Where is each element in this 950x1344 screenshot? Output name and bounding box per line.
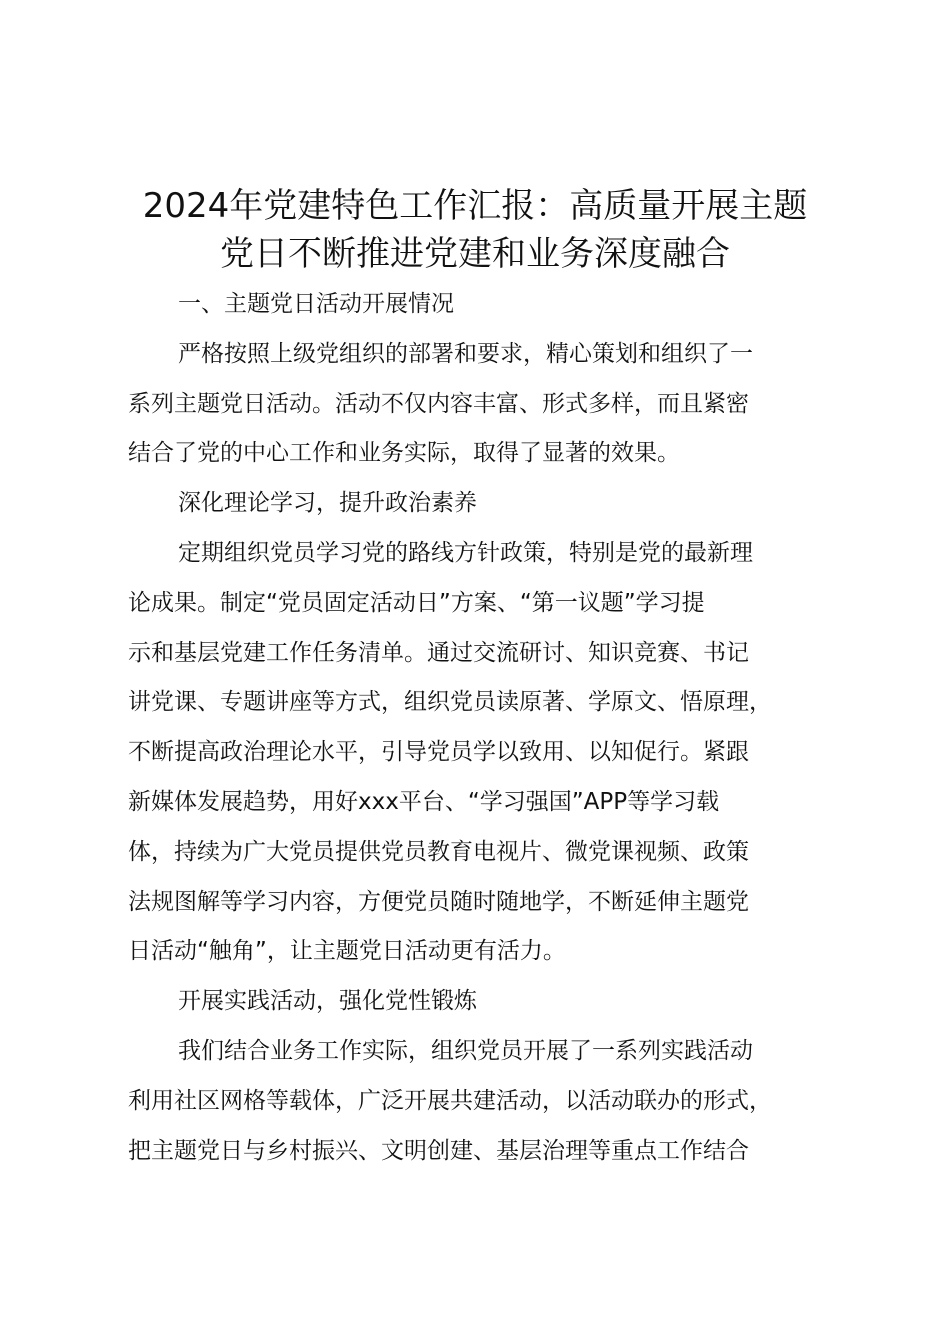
section-heading: 一、主题党日活动开展情况 <box>178 291 454 317</box>
paragraph-2-line: 定期组织党员学习党的路线方针政策，特别是党的最新理 <box>178 539 753 566</box>
paragraph-3-line: 把主题党日与乡村振兴、文明创建、基层治理等重点工作结合 <box>128 1137 749 1164</box>
paragraph-1-line: 结合了党的中心工作和业务实际，取得了显著的效果。 <box>128 440 680 467</box>
title-line-1: 2024年党建特色工作汇报：高质量开展主题 <box>142 186 808 226</box>
paragraph-2-line: 体，持续为广大党员提供党员教育电视片、微党课视频、政策 <box>128 838 749 865</box>
paragraph-3-line: 利用社区网格等载体，广泛开展共建活动，以活动联办的形式， <box>128 1087 772 1114</box>
title-line-2: 党日不断推进党建和业务深度融合 <box>220 234 730 274</box>
paragraph-2-line: 论成果。制定“党员固定活动日”方案、“第一议题”学习提 <box>128 589 705 616</box>
paragraph-1-line: 系列主题党日活动。活动不仅内容丰富、形式多样，而且紧密 <box>128 390 749 417</box>
paragraph-2-line: 法规图解等学习内容，方便党员随时随地学，不断延伸主题党 <box>128 888 749 915</box>
paragraph-2-line: 日活动“触角”，让主题党日活动更有活力。 <box>128 938 566 965</box>
subheading-practice: 开展实践活动，强化党性锻炼 <box>178 988 477 1015</box>
subheading-theory-study: 深化理论学习，提升政治素养 <box>178 490 477 517</box>
paragraph-3-line: 我们结合业务工作实际，组织党员开展了一系列实践活动 <box>178 1037 753 1064</box>
document-title <box>100 182 850 278</box>
paragraph-2-line: 讲党课、专题讲座等方式，组织党员读原著、学原文、悟原理， <box>128 689 772 716</box>
paragraph-2-line: 不断提高政治理论水平，引导党员学以致用、以知促行。紧跟 <box>128 739 749 766</box>
paragraph-1-line: 严格按照上级党组织的部署和要求，精心策划和组织了一 <box>178 340 753 367</box>
document-body <box>128 280 858 1176</box>
paragraph-2-line: 新媒体发展趋势，用好xxx平台、“学习强国”APP等学习载 <box>128 788 720 815</box>
paragraph-2-line: 示和基层党建工作任务清单。通过交流研讨、知识竞赛、书记 <box>128 639 749 666</box>
